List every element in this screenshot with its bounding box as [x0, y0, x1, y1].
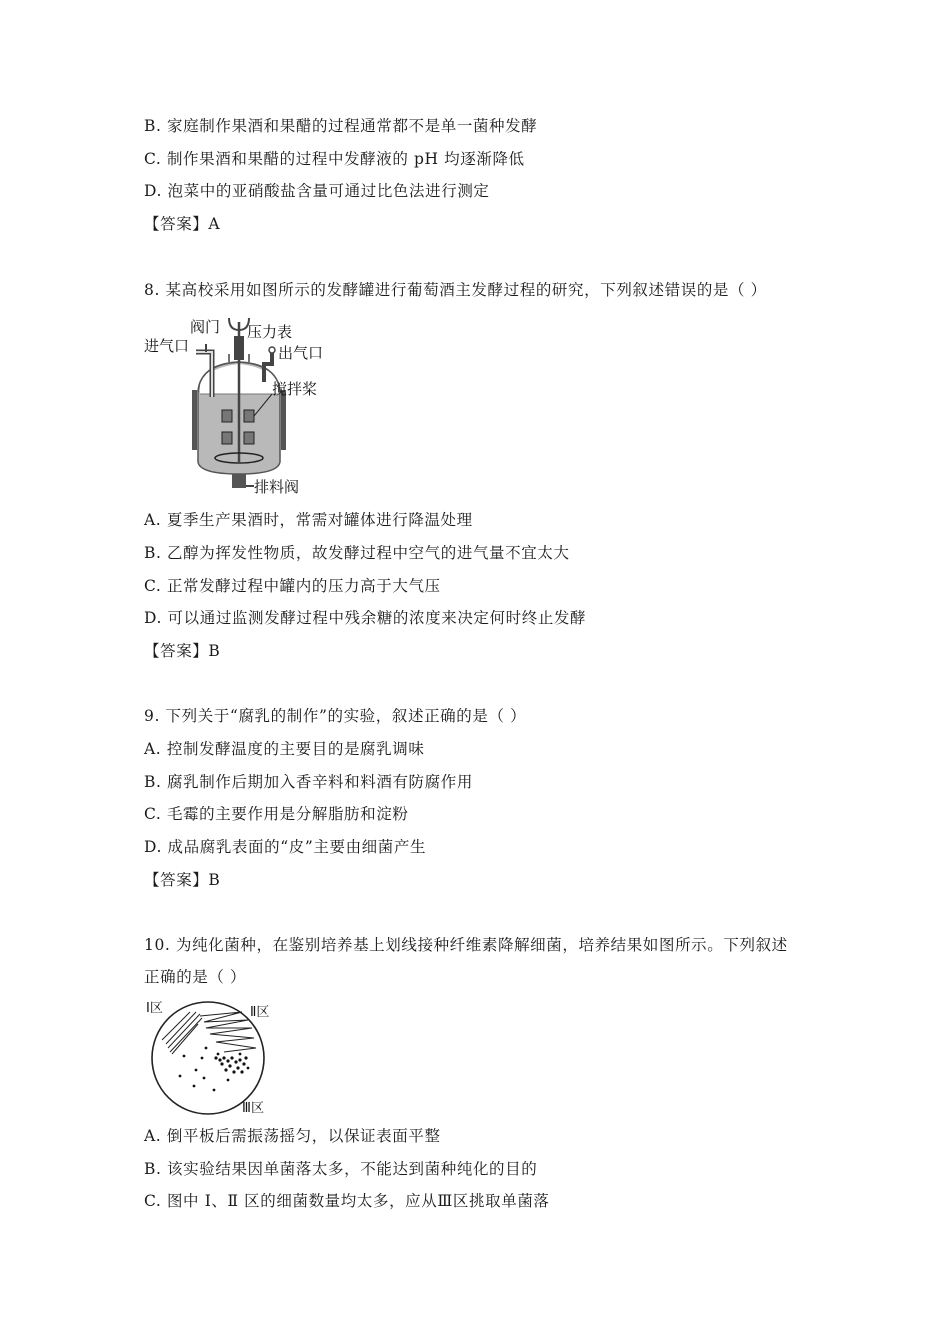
q9-option-d: D. 成品腐乳表面的“皮”主要由细菌产生 [144, 838, 427, 856]
q8-option-c: C. 正常发酵过程中罐内的压力高于大气压 [144, 577, 441, 595]
label-valve: 阀门 [190, 318, 221, 336]
q10-option-a: A. 倒平板后需振荡摇匀，以保证表面平整 [144, 1127, 441, 1145]
jacket-left [192, 390, 197, 450]
q10-stem-line1: 10. 为纯化菌种，在鉴别培养基上划线接种纤维素降解细菌，培养结果如图所示。下列叙述 [144, 936, 788, 954]
label-zone-1: Ⅰ区 [146, 1001, 163, 1016]
petri-dish-diagram [144, 998, 284, 1116]
q8-stem: 8. 某高校采用如图所示的发酵罐进行葡萄酒主发酵过程的研究，下列叙述错误的是（ ） [144, 281, 767, 299]
label-zone-2: Ⅱ区 [250, 1005, 270, 1020]
q10-option-c: C. 图中 Ⅰ、Ⅱ 区的细菌数量均太多，应从Ⅲ区挑取单菌落 [144, 1192, 550, 1210]
q8-option-a: A. 夏季生产果酒时，常需对罐体进行降温处理 [144, 511, 473, 529]
fermenter-diagram [144, 312, 344, 498]
label-paddle: 搅拌桨 [272, 380, 318, 398]
label-drain: 排料阀 [254, 478, 300, 496]
jacket-right [281, 390, 286, 450]
q7-answer: 【答案】A [144, 215, 221, 233]
q9-option-c: C. 毛霉的主要作用是分解脂肪和淀粉 [144, 805, 409, 823]
q9-option-a: A. 控制发酵温度的主要目的是腐乳调味 [144, 740, 425, 758]
q9-option-b: B. 腐乳制作后期加入香辛料和料酒有防腐作用 [144, 773, 473, 791]
drain-valve-body [232, 474, 246, 488]
label-pressure-gauge: 压力表 [247, 323, 293, 341]
q8-option-b: B. 乙醇为挥发性物质，故发酵过程中空气的进气量不宜太大 [144, 544, 570, 562]
label-inlet: 进气口 [144, 337, 190, 355]
label-outlet: 出气口 [278, 344, 324, 362]
q7-option-b: B. 家庭制作果酒和果醋的过程通常都不是单一菌种发酵 [144, 117, 538, 135]
q10-stem-line2: 正确的是（ ） [144, 968, 247, 986]
q7-option-d: D. 泡菜中的亚硝酸盐含量可通过比色法进行测定 [144, 182, 490, 200]
q10-option-b: B. 该实验结果因单菌落太多，不能达到菌种纯化的目的 [144, 1160, 538, 1178]
label-zone-3: Ⅲ区 [242, 1101, 264, 1116]
q9-stem: 9. 下列关于“腐乳的制作”的实验，叙述正确的是（ ） [144, 707, 527, 725]
q8-answer: 【答案】B [144, 642, 221, 660]
q7-option-c: C. 制作果酒和果醋的过程中发酵液的 pH 均逐渐降低 [144, 150, 525, 168]
q9-answer: 【答案】B [144, 871, 221, 889]
pressure-gauge [234, 336, 244, 360]
q8-option-d: D. 可以通过监测发酵过程中残余糖的浓度来决定何时终止发酵 [144, 609, 587, 627]
